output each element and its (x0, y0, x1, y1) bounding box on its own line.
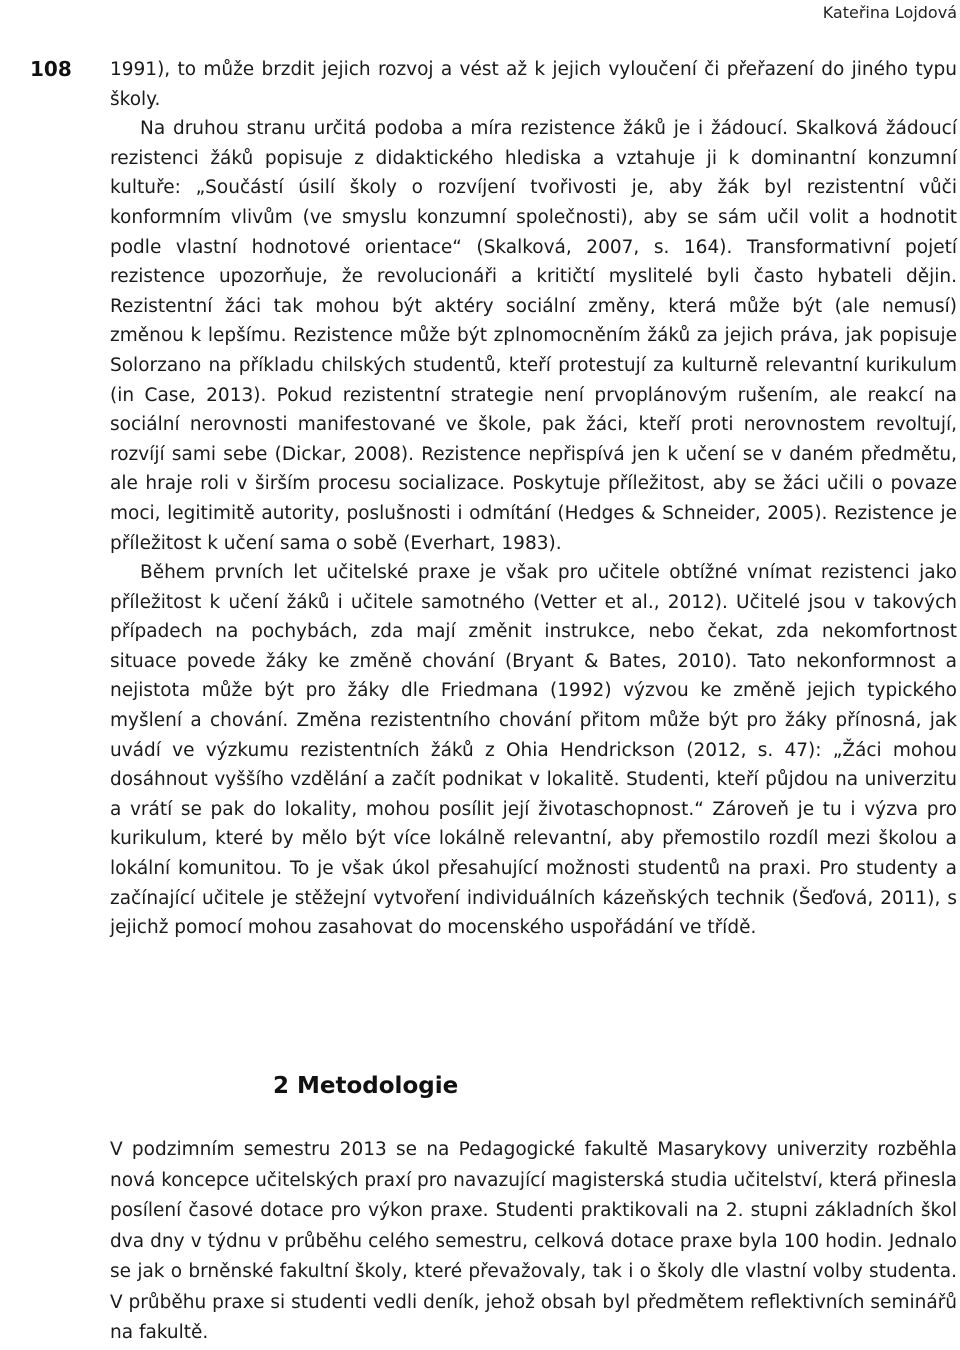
paragraph-continued: 1991), to může brzdit jejich rozvoj a vést až k jejich vyloučení či přeřazení do jiného typu školy. (110, 59, 957, 110)
paragraph-methodology: V podzimním semestru 2013 se na Pedagogické fakultě Masarykovy univerzity rozběhla nová koncepce učitelských praxí pro navazující magisterská studia učitelství, která přinesla posílení časové dotace pro výkon praxe. Studenti praktikovali na 2. stupni základních škol dva dny v týdnu v průběhu celého semestru, celková dotace praxe byla 100 hodin. Jednalo se jak o brněnské fakultní školy, které převažovaly, tak i o školy dle vlastní volby studenta. V průběhu praxe si studenti vedli deník, jehož obsah byl předmětem reflektivních seminářů na fakultě. (110, 1139, 957, 1343)
running-head-author: Kateřina Lojdová (822, 3, 957, 22)
section-heading: 2 Metodologie (273, 1073, 459, 1099)
methodology-text (110, 1135, 957, 1349)
page-number: 108 (30, 57, 72, 81)
paragraph-resistance-desirable: Na druhou stranu určitá podoba a míra rezistence žáků je i žádoucí. Skalková žádoucí rezistenci žáků popisuje z didaktického hlediska a vztahuje ji k dominantní konzumní kultuře: „Součástí úsilí školy o rozvíjení tvořivosti je, aby žák byl rezistentní vůči konformním vlivům (ve smyslu konzumní společnosti), aby se sám učil volit a hodnotit podle vlastní hodnotové orientace“ (Skalková, 2007, s. 164). Transformativní pojetí rezistence upozorňuje, že revolucionáři a kritičtí myslitelé byli často hybateli dějin. Rezistentní žáci tak mohou být aktéry sociální změny, která může být (ale nemusí) změnou k lepšímu. Rezistence může být zplnomocněním žáků za jejich práva, jak popisuje Solorzano na příkladu chilských studentů, kteří protestují za kulturně relevantní kurikulum (in Case, 2013). Pokud rezistentní strategie není prvoplánovým rušením, ale reakcí na sociální nerovnosti manifestované ve škole, pak žáci, kteří proti nerovnostem revoltují, rozvíjí sami sebe (Dickar, 2008). Rezistence nepřispívá jen k učení se v daném předmětu, ale hraje roli v širším procesu socializace. Poskytuje příležitost, aby se žáci učili o povaze moci, legitimitě autority, poslušnosti i odmítání (Hedges & Schneider, 2005). Rezistence je příležitost k učení sama o sobě (Everhart, 1983). (110, 118, 957, 554)
body-text (110, 55, 957, 943)
paragraph-novice-teachers: Během prvních let učitelské praxe je však pro učitele obtížné vnímat rezistenci jako příležitost k učení žáků i učitele samotného (Vetter et al., 2012). Učitelé jsou v takových případech na pochybách, zda mají změnit instrukce, nebo čekat, zda nekomfortnost situace povede žáky ke změně chování (Bryant & Bates, 2010). Tato nekonformnost a nejistota může být pro žáky dle Friedmana (1992) výzvou ke změně jejich typického myšlení a chování. Změna rezistentního chování přitom může být pro žáky přínosná, jak uvádí ve výzkumu rezistentních žáků z Ohia Hendrickson (2012, s. 47): „Žáci mohou dosáhnout vyššího vzdělání a začít podnikat v lokalitě. Studenti, kteří půjdou na univerzitu a vrátí se pak do lokality, mohou posílit její životaschopnost.“ Zároveň je tu i výzva pro kurikulum, které by mělo být více lokálně relevantní, aby přemostilo rozdíl mezi školou a lokální komunitou. To je však úkol přesahující možnosti studentů na praxi. Pro studenty a začínající učitele je stěžejní vytvoření individuálních kázeňských technik (Šeďová, 2011), s jejichž pomocí mohou zasahovat do mocenského uspořádání ve třídě. (110, 562, 957, 939)
